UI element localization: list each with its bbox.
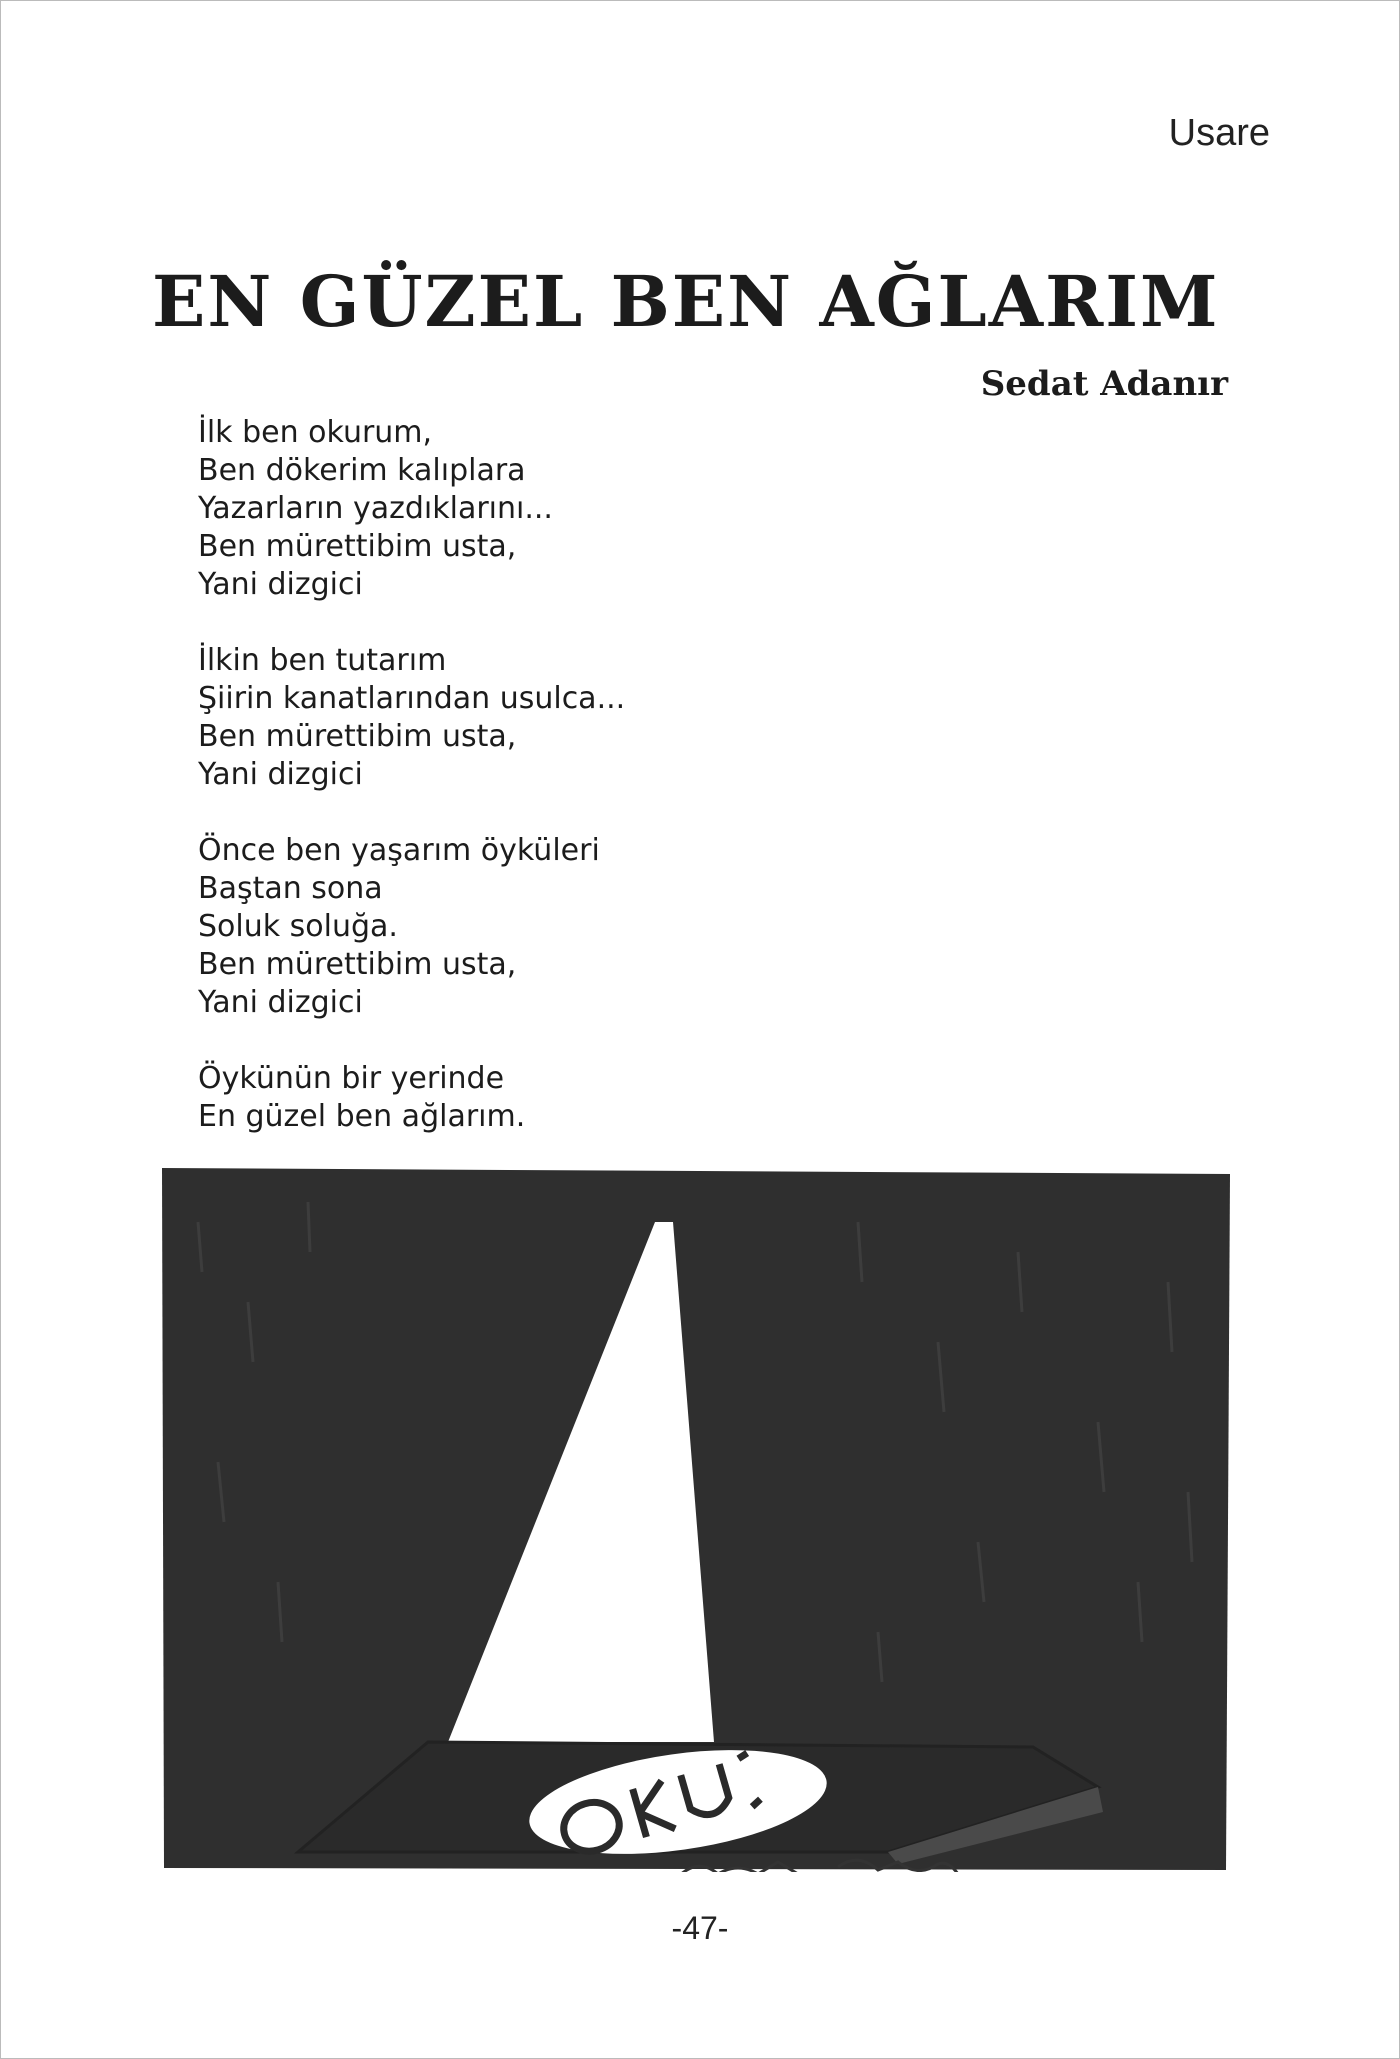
illustration-drawing	[158, 1162, 1231, 1872]
stanza-1	[198, 414, 625, 604]
poem-line: Yani dizgici	[198, 567, 363, 602]
poem-line: İlkin ben tutarım	[198, 643, 447, 678]
poem-line: En güzel ben ağlarım.	[198, 1099, 526, 1134]
poem-title: EN GÜZEL BEN AĞLARIM	[152, 260, 1220, 343]
poem-line: Ben mürettibim usta,	[198, 719, 517, 754]
poem-line: Ben mürettibim usta,	[198, 947, 517, 982]
poem-line: Öykünün bir yerinde	[198, 1061, 505, 1096]
stanza-4	[198, 1060, 625, 1136]
stanza-3	[198, 832, 625, 1022]
poem-line: Ben mürettibim usta,	[198, 529, 517, 564]
poem-body	[198, 414, 625, 1174]
poem-line: Şiirin kanatlarından usulca...	[198, 681, 626, 716]
poem-author: Sedat Adanır	[980, 364, 1228, 404]
poem-line: Yazarların yazdıklarını...	[198, 491, 553, 526]
poem-line: İlk ben okurum,	[198, 415, 433, 450]
stanza-2	[198, 642, 625, 794]
poem-line: Yani dizgici	[198, 985, 363, 1020]
page-number: -47-	[671, 1910, 729, 1946]
poem-line: Soluk soluğa.	[198, 909, 398, 944]
running-header: Usare	[1168, 112, 1270, 154]
poem-line: Yani dizgici	[198, 757, 363, 792]
poem-line: Baştan sona	[198, 871, 383, 906]
illustration-book-under-light	[158, 1162, 1231, 1872]
poem-line: Önce ben yaşarım öyküleri	[198, 833, 600, 868]
poem-line: Ben dökerim kalıplara	[198, 453, 526, 488]
